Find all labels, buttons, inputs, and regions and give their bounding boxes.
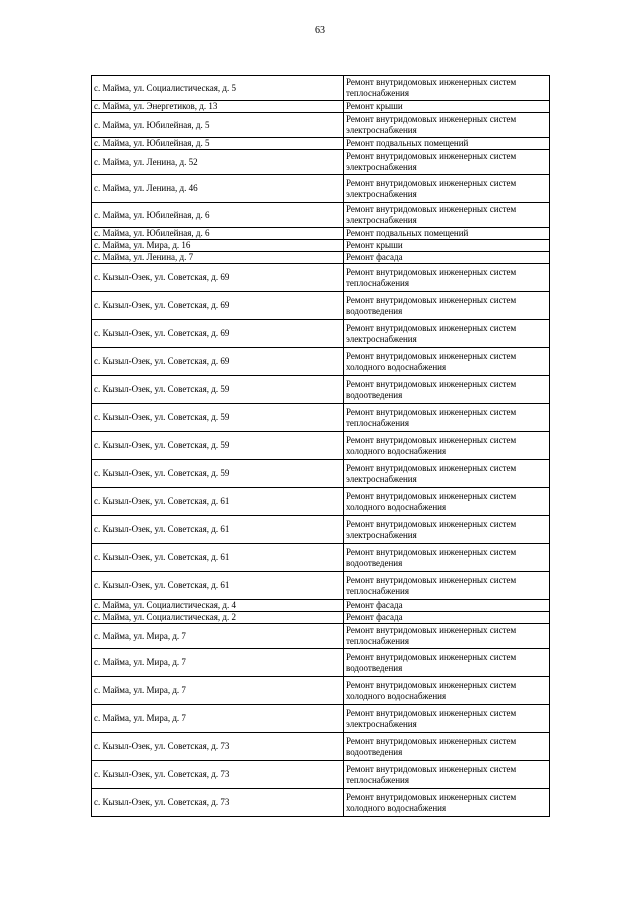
address-cell: с. Майма, ул. Юбилейная, д. 5 <box>92 113 344 138</box>
table-row <box>92 733 550 761</box>
address-cell: с. Майма, ул. Мира, д. 7 <box>92 624 344 649</box>
work-cell: Ремонт внутридомовых инженерных систем электроснабжения <box>344 175 550 203</box>
address-cell: с. Майма, ул. Юбилейная, д. 5 <box>92 138 344 150</box>
work-cell: Ремонт внутридомовых инженерных систем водоотведения <box>344 292 550 320</box>
address-cell: с. Кызыл-Озек, ул. Советская, д. 69 <box>92 264 344 292</box>
address-cell: с. Майма, ул. Мира, д. 16 <box>92 240 344 252</box>
work-cell: Ремонт внутридомовых инженерных систем теплоснабжения <box>344 404 550 432</box>
address-cell: с. Майма, ул. Мира, д. 7 <box>92 649 344 677</box>
work-cell: Ремонт внутридомовых инженерных систем электроснабжения <box>344 460 550 488</box>
table-row <box>92 600 550 612</box>
address-cell: с. Кызыл-Озек, ул. Советская, д. 69 <box>92 348 344 376</box>
work-cell: Ремонт внутридомовых инженерных систем водоотведения <box>344 376 550 404</box>
table-row <box>92 516 550 544</box>
address-cell: с. Майма, ул. Социалистическая, д. 4 <box>92 600 344 612</box>
table-row <box>92 572 550 600</box>
work-cell: Ремонт внутридомовых инженерных систем теплоснабжения <box>344 76 550 101</box>
work-cell: Ремонт внутридомовых инженерных систем водоотведения <box>344 649 550 677</box>
work-cell: Ремонт внутридомовых инженерных систем водоотведения <box>344 544 550 572</box>
table-row <box>92 789 550 817</box>
table-row <box>92 292 550 320</box>
work-cell: Ремонт внутридомовых инженерных систем электроснабжения <box>344 320 550 348</box>
address-cell: с. Кызыл-Озек, ул. Советская, д. 73 <box>92 761 344 789</box>
work-cell: Ремонт внутридомовых инженерных систем теплоснабжения <box>344 624 550 649</box>
table-row <box>92 460 550 488</box>
table-row <box>92 348 550 376</box>
work-cell: Ремонт фасада <box>344 600 550 612</box>
work-cell: Ремонт внутридомовых инженерных систем электроснабжения <box>344 150 550 175</box>
address-cell: с. Майма, ул. Социалистическая, д. 2 <box>92 612 344 624</box>
table-row <box>92 376 550 404</box>
table-row <box>92 624 550 649</box>
table-row <box>92 138 550 150</box>
table-row <box>92 175 550 203</box>
table-row <box>92 113 550 138</box>
works-table-body <box>92 76 550 817</box>
address-cell: с. Кызыл-Озек, ул. Советская, д. 59 <box>92 404 344 432</box>
work-cell: Ремонт внутридомовых инженерных систем холодного водоснабжения <box>344 488 550 516</box>
address-cell: с. Майма, ул. Юбилейная, д. 6 <box>92 228 344 240</box>
table-row <box>92 264 550 292</box>
works-table <box>91 75 550 817</box>
address-cell: с. Майма, ул. Мира, д. 7 <box>92 705 344 733</box>
address-cell: с. Кызыл-Озек, ул. Советская, д. 61 <box>92 488 344 516</box>
address-cell: с. Майма, ул. Юбилейная, д. 6 <box>92 203 344 228</box>
table-row <box>92 101 550 113</box>
address-cell: с. Кызыл-Озек, ул. Советская, д. 61 <box>92 516 344 544</box>
work-cell: Ремонт внутридомовых инженерных систем электроснабжения <box>344 113 550 138</box>
work-cell: Ремонт подвальных помещений <box>344 228 550 240</box>
work-cell: Ремонт внутридомовых инженерных систем холодного водоснабжения <box>344 348 550 376</box>
address-cell: с. Майма, ул. Ленина, д. 52 <box>92 150 344 175</box>
work-cell: Ремонт внутридомовых инженерных систем холодного водоснабжения <box>344 789 550 817</box>
address-cell: с. Кызыл-Озек, ул. Советская, д. 59 <box>92 432 344 460</box>
table-row <box>92 488 550 516</box>
work-cell: Ремонт подвальных помещений <box>344 138 550 150</box>
table-row <box>92 320 550 348</box>
table-row <box>92 150 550 175</box>
address-cell: с. Майма, ул. Энергетиков, д. 13 <box>92 101 344 113</box>
work-cell: Ремонт внутридомовых инженерных систем электроснабжения <box>344 203 550 228</box>
table-row <box>92 705 550 733</box>
work-cell: Ремонт внутридомовых инженерных систем электроснабжения <box>344 705 550 733</box>
work-cell: Ремонт фасада <box>344 252 550 264</box>
address-cell: с. Майма, ул. Ленина, д. 7 <box>92 252 344 264</box>
work-cell: Ремонт внутридомовых инженерных систем электроснабжения <box>344 516 550 544</box>
work-cell: Ремонт внутридомовых инженерных систем теплоснабжения <box>344 264 550 292</box>
table-row <box>92 240 550 252</box>
table-row <box>92 76 550 101</box>
table-row <box>92 544 550 572</box>
work-cell: Ремонт внутридомовых инженерных систем холодного водоснабжения <box>344 432 550 460</box>
table-row <box>92 677 550 705</box>
work-cell: Ремонт внутридомовых инженерных систем теплоснабжения <box>344 572 550 600</box>
table-row <box>92 649 550 677</box>
address-cell: с. Кызыл-Озек, ул. Советская, д. 59 <box>92 460 344 488</box>
work-cell: Ремонт фасада <box>344 612 550 624</box>
address-cell: с. Кызыл-Озек, ул. Советская, д. 59 <box>92 376 344 404</box>
table-row <box>92 228 550 240</box>
address-cell: с. Кызыл-Озек, ул. Советская, д. 69 <box>92 292 344 320</box>
work-cell: Ремонт внутридомовых инженерных систем водоотведения <box>344 733 550 761</box>
address-cell: с. Кызыл-Озек, ул. Советская, д. 61 <box>92 572 344 600</box>
table-row <box>92 612 550 624</box>
address-cell: с. Майма, ул. Социалистическая, д. 5 <box>92 76 344 101</box>
address-cell: с. Майма, ул. Мира, д. 7 <box>92 677 344 705</box>
table-row <box>92 252 550 264</box>
work-cell: Ремонт внутридомовых инженерных систем холодного водоснабжения <box>344 677 550 705</box>
table-row <box>92 761 550 789</box>
address-cell: с. Кызыл-Озек, ул. Советская, д. 73 <box>92 789 344 817</box>
address-cell: с. Кызыл-Озек, ул. Советская, д. 69 <box>92 320 344 348</box>
work-cell: Ремонт крыши <box>344 101 550 113</box>
table-row <box>92 404 550 432</box>
address-cell: с. Майма, ул. Ленина, д. 46 <box>92 175 344 203</box>
address-cell: с. Кызыл-Озек, ул. Советская, д. 61 <box>92 544 344 572</box>
table-row <box>92 203 550 228</box>
page-number: 63 <box>315 25 325 36</box>
work-cell: Ремонт внутридомовых инженерных систем теплоснабжения <box>344 761 550 789</box>
work-cell: Ремонт крыши <box>344 240 550 252</box>
table-row <box>92 432 550 460</box>
address-cell: с. Кызыл-Озек, ул. Советская, д. 73 <box>92 733 344 761</box>
